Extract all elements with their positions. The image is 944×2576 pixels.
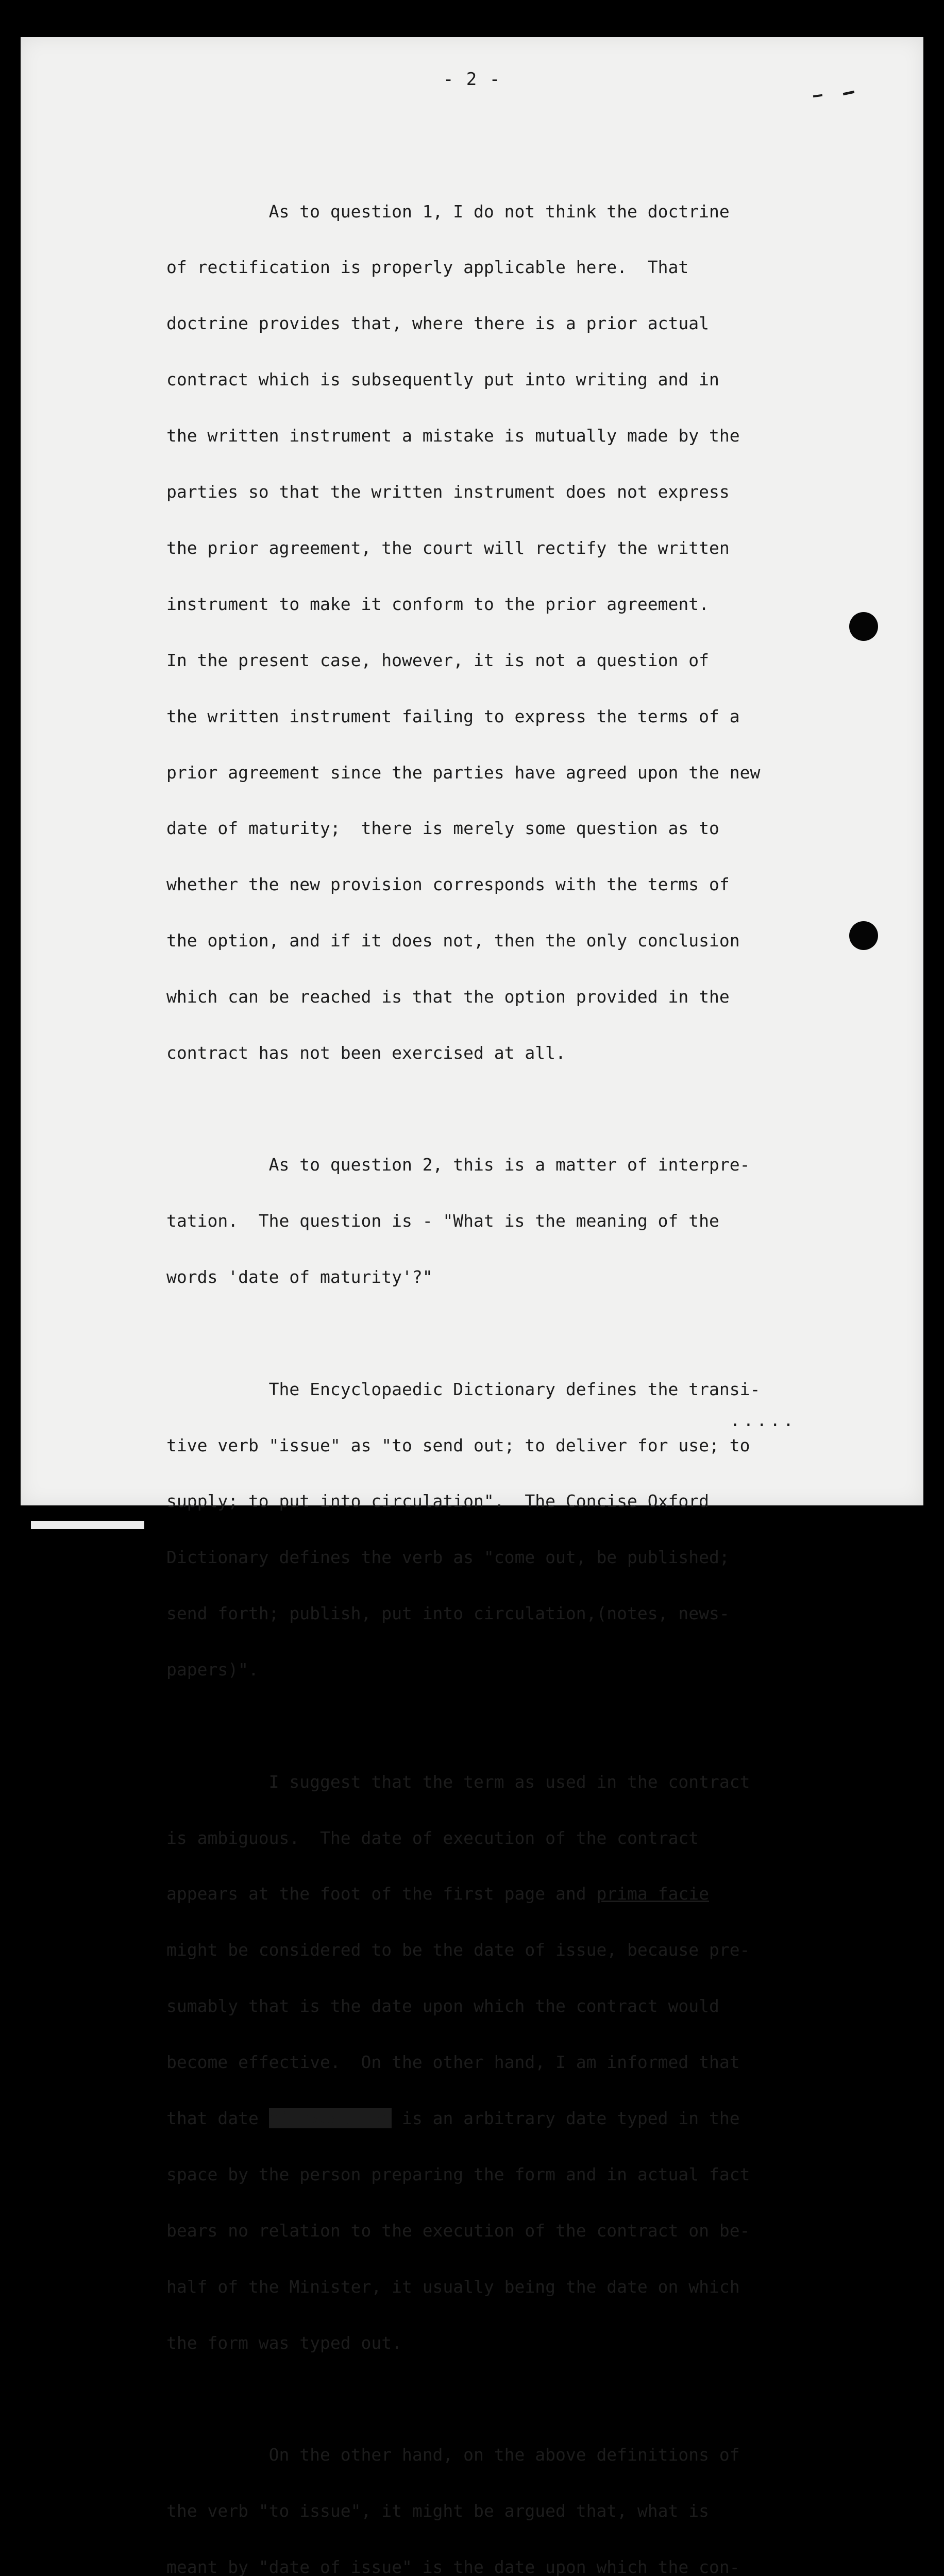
text-line: half of the Minister, it usually being the date on which: [166, 2276, 740, 2297]
text-line-prima-facie: [166, 1885, 908, 1903]
text-line: the written instrument failing to express the terms of a: [166, 706, 740, 726]
text-line-struck: [166, 2109, 908, 2128]
text-line: In the present case, however, it is not a question of: [166, 650, 709, 670]
text-line: whether the new provision corresponds with the terms of: [166, 874, 730, 895]
text-line: contract has not been exercised at all.: [166, 1042, 566, 1063]
punch-hole-icon: [849, 612, 878, 641]
struck-out-phrase: of execution: [268, 2108, 392, 2128]
text-line: tation. The question is - "What is the meaning of the: [166, 1211, 719, 1231]
text-line: words 'date of maturity'?": [166, 1267, 433, 1287]
text-line: the form was typed out.: [166, 2332, 402, 2353]
text-line: tive verb "issue" as "to send out; to deliver for use; to: [166, 1435, 750, 1455]
text-line: I suggest that the term as used in the contract: [166, 1771, 750, 1792]
text-line: bears no relation to the execution of the contract on be-: [166, 2220, 750, 2241]
document-page: [21, 37, 923, 2576]
text-line: On the other hand, on the above definitions of: [166, 2445, 740, 2465]
ink-mark: [813, 94, 822, 97]
text-line: meant by "date of issue" is the date upon which the con-: [166, 2556, 740, 2576]
text-line: papers)".: [166, 1659, 259, 1680]
text-line: sumably that is the date upon which the contract would: [166, 1996, 719, 2016]
text-line: the prior agreement, the court will rectify the written: [166, 537, 730, 558]
text-line: date of maturity; there is merely some question as to: [166, 818, 719, 839]
text-line: become effective. On the other hand, I am informed that: [166, 2052, 740, 2073]
text-line: instrument to make it conform to the prior agreement.: [166, 594, 709, 614]
paragraph-dictionary: [166, 1343, 908, 1717]
document-body: [166, 165, 908, 2576]
text-line: is ambiguous. The date of execution of the contract: [166, 1827, 699, 1848]
text-line: the written instrument a mistake is mutually made by the: [166, 426, 740, 446]
text-line: the verb "to issue", it might be argued that, what is: [166, 2500, 709, 2521]
text-line: send forth; publish, put into circulation,(notes, news-: [166, 1603, 730, 1624]
text-line: Dictionary defines the verb as "come out, be published;: [166, 1547, 730, 1568]
paragraph-question-2: [166, 1118, 908, 1324]
text-line: contract which is subsequently put into writing and in: [166, 369, 719, 390]
scan-edge-tab: [31, 1521, 144, 1529]
ink-mark: [843, 91, 855, 95]
text-fragment: that date: [166, 2108, 269, 2128]
text-line: of rectification is properly applicable here. That: [166, 257, 689, 278]
paragraph-issue-definition: [166, 2408, 908, 2576]
text-line: prior agreement since the parties have agreed upon the new: [166, 762, 761, 783]
text-line: doctrine provides that, where there is a prior actual: [166, 313, 709, 334]
punch-hole-icon: [849, 921, 878, 950]
text-line: which can be reached is that the option provided in the: [166, 987, 730, 1007]
page-number: - 2 -: [443, 69, 501, 90]
continuation-marker: .....: [730, 1410, 797, 1430]
text-fragment: is an arbitrary date typed in the: [392, 2108, 740, 2128]
text-line: As to question 1, I do not think the doctrine: [166, 201, 730, 222]
text-line: space by the person preparing the form and in actual fact: [166, 2164, 750, 2184]
text-fragment: appears at the foot of the first page and: [166, 1884, 597, 1904]
text-line: might be considered to be the date of issue, because pre-: [166, 1940, 750, 1960]
paragraph-question-1: [166, 165, 908, 1100]
paragraph-ambiguous: [166, 1735, 908, 2389]
text-line: As to question 2, this is a matter of interpre-: [166, 1155, 750, 1175]
text-line: parties so that the written instrument does not express: [166, 482, 730, 502]
text-line: the option, and if it does not, then the only conclusion: [166, 930, 740, 951]
text-line: supply; to put into circulation". The Concise Oxford: [166, 1491, 709, 1512]
text-line: The Encyclopaedic Dictionary defines the transi-: [166, 1379, 761, 1399]
underlined-phrase: prima facie: [596, 1884, 709, 1904]
